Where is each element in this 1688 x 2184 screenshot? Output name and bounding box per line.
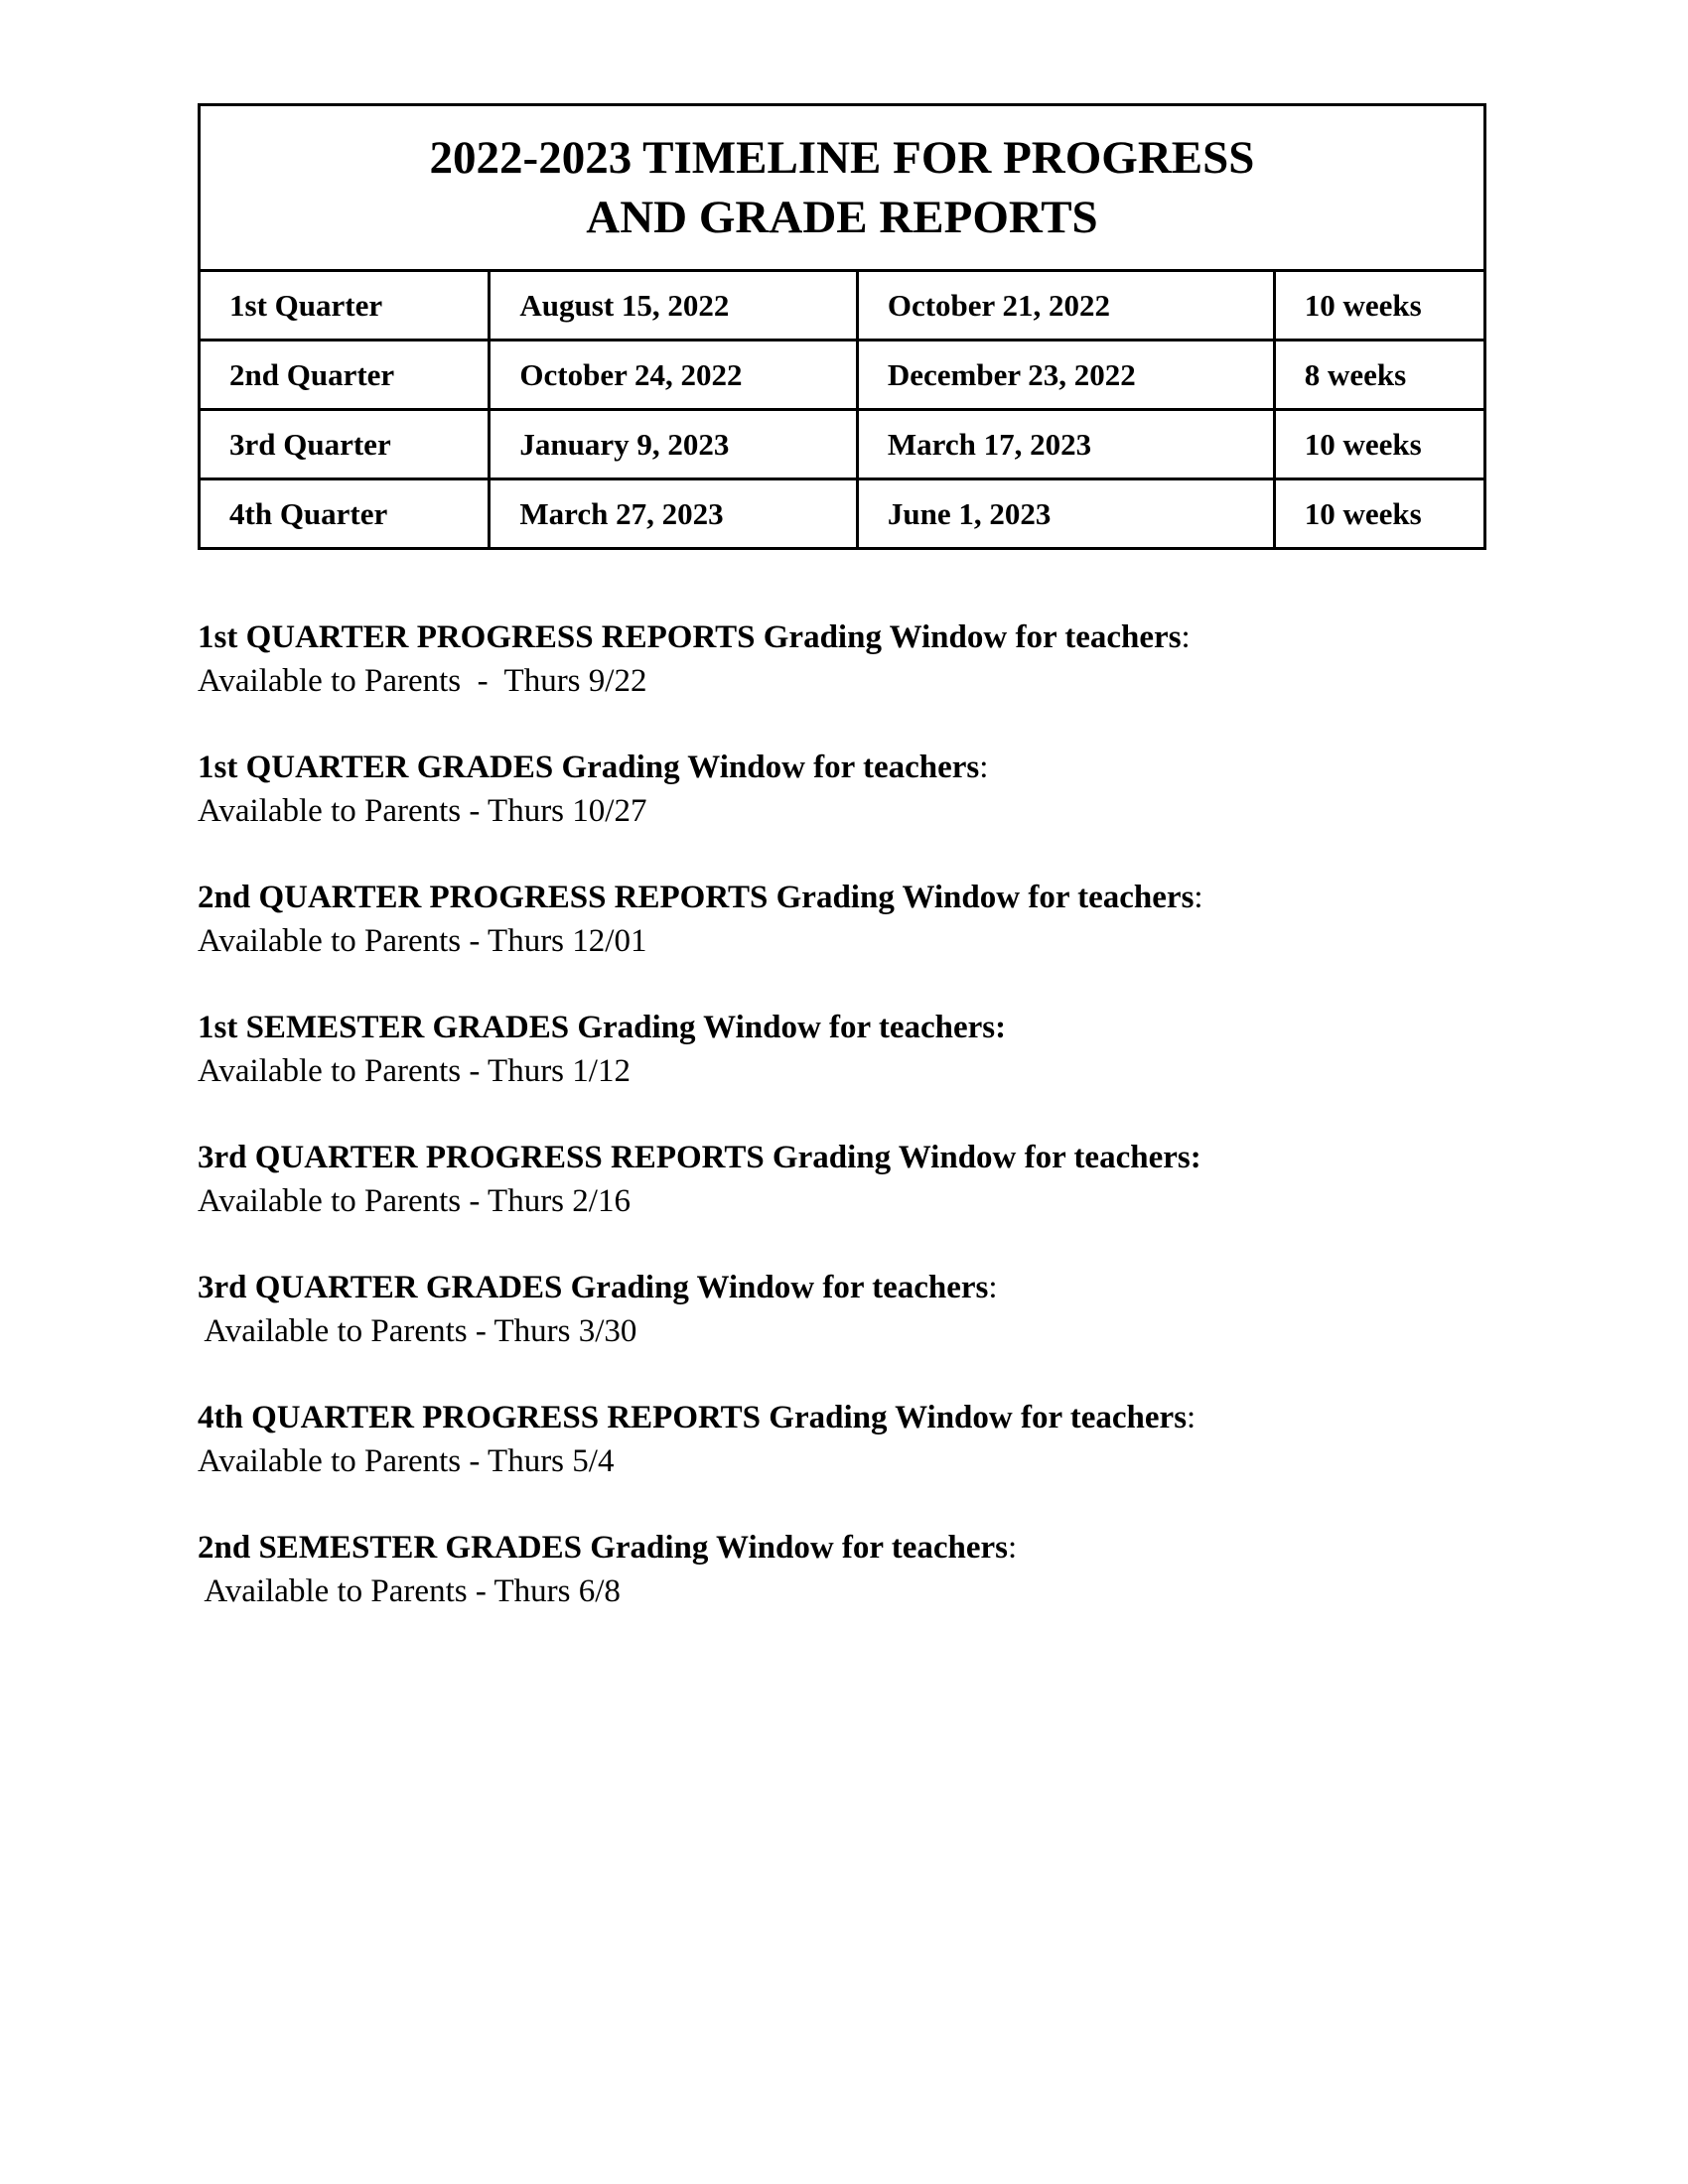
- quarter-row-2: [200, 341, 1485, 410]
- section-q1-progress: [198, 615, 1508, 746]
- section-availability: Available to Parents - Thurs 6/8: [198, 1573, 621, 1609]
- quarter-end-date: October 21, 2022: [857, 271, 1274, 341]
- quarter-end-date: December 23, 2022: [857, 341, 1274, 410]
- title-row: [200, 105, 1485, 271]
- quarter-label: 2nd Quarter: [200, 341, 490, 410]
- quarter-label: 3rd Quarter: [200, 410, 490, 479]
- section-heading: [198, 1526, 1508, 1570]
- section-heading-text: 4th QUARTER PROGRESS REPORTS Grading Window for teachers: [198, 1400, 1188, 1435]
- section-heading-colon: :: [1194, 880, 1203, 915]
- quarter-label: 1st Quarter: [200, 271, 490, 341]
- quarter-start-date: January 9, 2023: [490, 410, 857, 479]
- section-availability: Available to Parents - Thurs 12/01: [198, 923, 647, 959]
- quarter-end-date: June 1, 2023: [857, 479, 1274, 549]
- quarter-duration: 10 weeks: [1274, 410, 1484, 479]
- section-heading-colon: :: [988, 1270, 998, 1305]
- section-heading-text: 1st SEMESTER GRADES Grading Window for teachers:: [198, 1010, 1007, 1045]
- section-heading: [198, 615, 1508, 659]
- section-heading: [198, 1266, 1508, 1309]
- section-availability: Available to Parents - Thurs 10/27: [198, 793, 647, 829]
- section-availability: Available to Parents - Thurs 9/22: [198, 663, 647, 699]
- title-line-2: AND GRADE REPORTS: [586, 192, 1098, 243]
- section-availability: Available to Parents - Thurs 2/16: [198, 1183, 631, 1219]
- quarter-end-date: March 17, 2023: [857, 410, 1274, 479]
- section-heading: [198, 1136, 1508, 1179]
- section-s1-grades: [198, 1006, 1508, 1136]
- section-availability: Available to Parents - Thurs 1/12: [198, 1053, 631, 1089]
- section-q2-progress: [198, 876, 1508, 1006]
- quarter-duration: 8 weeks: [1274, 341, 1484, 410]
- quarter-start-date: August 15, 2022: [490, 271, 857, 341]
- section-heading-colon: :: [1187, 1400, 1196, 1435]
- timeline-table: [198, 103, 1486, 550]
- section-heading-colon: :: [1007, 1530, 1018, 1566]
- quarter-row-3: [200, 410, 1485, 479]
- quarter-duration: 10 weeks: [1274, 271, 1484, 341]
- section-availability: Available to Parents - Thurs 5/4: [198, 1443, 615, 1479]
- section-heading-text: 3rd QUARTER PROGRESS REPORTS Grading Window for teachers:: [198, 1140, 1201, 1175]
- section-heading-text: 1st QUARTER PROGRESS REPORTS Grading Window for teachers: [198, 619, 1182, 655]
- section-q4-progress: [198, 1396, 1508, 1526]
- section-heading-colon: :: [979, 750, 989, 785]
- section-heading: [198, 876, 1508, 919]
- quarter-duration: 10 weeks: [1274, 479, 1484, 549]
- section-heading-text: 1st QUARTER GRADES Grading Window for teachers: [198, 750, 980, 785]
- grading-window-sections: [198, 615, 1508, 1656]
- section-q3-progress: [198, 1136, 1508, 1266]
- section-s2-grades: [198, 1526, 1508, 1656]
- quarter-label: 4th Quarter: [200, 479, 490, 549]
- section-heading-text: 2nd QUARTER PROGRESS REPORTS Grading Window for teachers: [198, 880, 1195, 915]
- section-heading-colon: :: [1181, 619, 1191, 655]
- title-line-1: 2022-2023 TIMELINE FOR PROGRESS: [429, 132, 1255, 184]
- section-heading-text: 3rd QUARTER GRADES Grading Window for teachers: [198, 1270, 989, 1305]
- section-heading: [198, 746, 1508, 789]
- quarter-start-date: March 27, 2023: [490, 479, 857, 549]
- timeline-title: [200, 105, 1485, 271]
- section-heading: [198, 1396, 1508, 1439]
- section-availability: Available to Parents - Thurs 3/30: [198, 1313, 637, 1349]
- quarter-row-1: [200, 271, 1485, 341]
- quarter-row-4: [200, 479, 1485, 549]
- quarter-start-date: October 24, 2022: [490, 341, 857, 410]
- section-q3-grades: [198, 1266, 1508, 1396]
- section-heading-text: 2nd SEMESTER GRADES Grading Window for teachers: [198, 1530, 1008, 1566]
- section-heading: [198, 1006, 1508, 1049]
- section-q1-grades: [198, 746, 1508, 876]
